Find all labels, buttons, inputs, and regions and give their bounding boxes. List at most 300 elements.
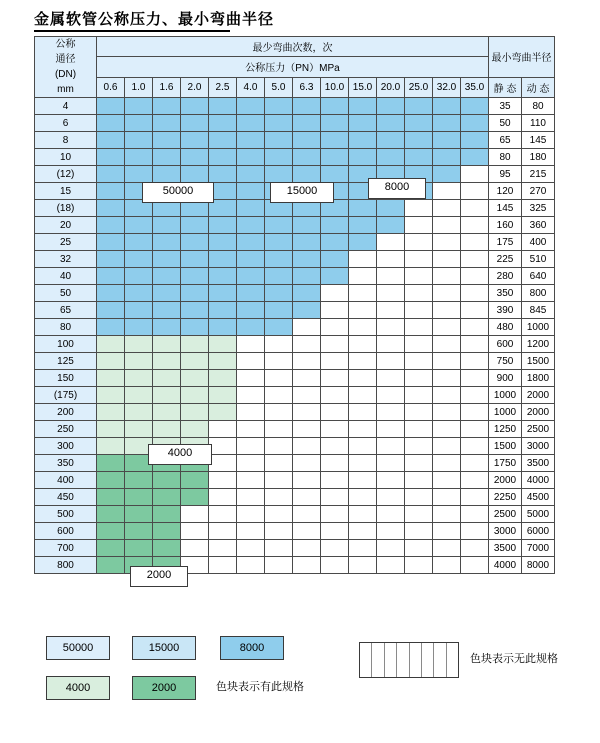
cell-pn	[349, 438, 377, 455]
header-pn-col: 20.0	[377, 77, 405, 97]
cell-pn	[153, 489, 181, 506]
table-row	[35, 523, 555, 540]
cell-pn	[125, 540, 153, 557]
cell-static-radius: 480	[489, 319, 522, 336]
cell-pn	[237, 98, 265, 115]
cell-pn	[377, 98, 405, 115]
cell-pn	[209, 387, 237, 404]
cell-pn	[405, 285, 433, 302]
cell-dynamic-radius: 180	[522, 149, 555, 166]
cell-pn	[237, 370, 265, 387]
cell-pn	[153, 472, 181, 489]
cell-pn	[237, 387, 265, 404]
cell-pn	[377, 506, 405, 523]
cell-pn	[433, 319, 461, 336]
cell-pn	[349, 115, 377, 132]
cell-pn	[181, 353, 209, 370]
cell-pn	[181, 98, 209, 115]
cell-pn	[321, 115, 349, 132]
cell-static-radius: 280	[489, 268, 522, 285]
cell-pn	[293, 557, 321, 574]
legend-item-8000: 8000	[220, 636, 284, 660]
cell-pn	[405, 234, 433, 251]
cell-pn	[181, 472, 209, 489]
cell-pn	[265, 557, 293, 574]
cell-pn	[405, 98, 433, 115]
header-pn-col: 15.0	[349, 77, 377, 97]
cell-dynamic-radius: 400	[522, 234, 555, 251]
cell-pn	[181, 285, 209, 302]
cell-pn	[461, 506, 489, 523]
cell-pn	[321, 251, 349, 268]
cell-pn	[349, 200, 377, 217]
cell-pn	[237, 319, 265, 336]
cell-pn	[153, 217, 181, 234]
cell-pn	[125, 319, 153, 336]
cell-pn	[321, 149, 349, 166]
cell-pn	[209, 149, 237, 166]
cell-pn	[237, 557, 265, 574]
cell-pn	[321, 285, 349, 302]
cell-pn	[97, 115, 125, 132]
cell-static-radius: 600	[489, 336, 522, 353]
cell-pn	[377, 353, 405, 370]
cell-pn	[433, 404, 461, 421]
cell-pn	[405, 251, 433, 268]
cell-pn	[97, 523, 125, 540]
cell-pn	[293, 540, 321, 557]
cell-pn	[97, 268, 125, 285]
cell-pn	[293, 166, 321, 183]
cell-pn	[293, 438, 321, 455]
cell-pn	[461, 557, 489, 574]
cell-pn	[349, 489, 377, 506]
cell-pn	[433, 370, 461, 387]
cell-pn	[433, 98, 461, 115]
cell-pn	[181, 132, 209, 149]
cell-pn	[461, 98, 489, 115]
header-pn: 公称压力（PN）MPa	[97, 57, 489, 77]
cell-pn	[153, 319, 181, 336]
legend-item-4000: 4000	[46, 676, 110, 700]
table-head	[35, 37, 555, 98]
header-bend-times: 最少弯曲次数，次	[97, 37, 489, 57]
cell-static-radius: 2000	[489, 472, 522, 489]
cell-pn	[349, 421, 377, 438]
cell-pn	[377, 268, 405, 285]
cell-pn	[405, 268, 433, 285]
cell-pn	[321, 353, 349, 370]
cell-pn	[321, 98, 349, 115]
cell-dynamic-radius: 2000	[522, 387, 555, 404]
cell-dynamic-radius: 80	[522, 98, 555, 115]
cell-dn: 700	[35, 540, 97, 557]
cell-pn	[433, 353, 461, 370]
cell-pn	[237, 166, 265, 183]
cell-static-radius: 2250	[489, 489, 522, 506]
cell-pn	[433, 387, 461, 404]
cell-static-radius: 1250	[489, 421, 522, 438]
cell-pn	[125, 115, 153, 132]
cell-pn	[97, 353, 125, 370]
cell-pn	[125, 302, 153, 319]
table-row	[35, 387, 555, 404]
cell-pn	[153, 387, 181, 404]
cell-pn	[265, 370, 293, 387]
table-row	[35, 472, 555, 489]
cell-pn	[377, 217, 405, 234]
cell-pn	[97, 132, 125, 149]
cell-pn	[321, 302, 349, 319]
cell-dynamic-radius: 3500	[522, 455, 555, 472]
cell-pn	[265, 251, 293, 268]
cell-pn	[293, 336, 321, 353]
cell-pn	[461, 285, 489, 302]
cell-pn	[461, 370, 489, 387]
cell-pn	[321, 421, 349, 438]
cell-pn	[377, 234, 405, 251]
cell-pn	[181, 166, 209, 183]
cell-pn	[377, 336, 405, 353]
cell-pn	[181, 115, 209, 132]
cell-pn	[293, 268, 321, 285]
cell-dynamic-radius: 3000	[522, 438, 555, 455]
cell-pn	[377, 489, 405, 506]
cell-pn	[461, 149, 489, 166]
cell-pn	[97, 319, 125, 336]
cell-pn	[237, 353, 265, 370]
cell-pn	[125, 251, 153, 268]
cell-pn	[181, 506, 209, 523]
cell-dn: 100	[35, 336, 97, 353]
cell-pn	[125, 387, 153, 404]
cell-pn	[265, 523, 293, 540]
cell-pn	[97, 166, 125, 183]
cell-dn: 8	[35, 132, 97, 149]
cell-pn	[181, 234, 209, 251]
cell-pn	[209, 557, 237, 574]
cell-pn	[125, 523, 153, 540]
cell-pn	[209, 166, 237, 183]
cell-pn	[97, 98, 125, 115]
cell-pn	[153, 234, 181, 251]
cell-pn	[433, 132, 461, 149]
cell-dynamic-radius: 6000	[522, 523, 555, 540]
header-row-2	[35, 57, 555, 77]
cell-static-radius: 145	[489, 200, 522, 217]
cell-pn	[433, 455, 461, 472]
cell-pn	[433, 523, 461, 540]
cell-pn	[433, 421, 461, 438]
header-pn-col: 5.0	[265, 77, 293, 97]
cell-pn	[461, 353, 489, 370]
cell-pn	[209, 285, 237, 302]
callout-50000: 50000	[142, 182, 214, 203]
cell-pn	[265, 336, 293, 353]
header-dn	[35, 37, 97, 98]
cell-pn	[237, 455, 265, 472]
cell-pn	[405, 404, 433, 421]
table-row	[35, 540, 555, 557]
cell-pn	[405, 472, 433, 489]
cell-static-radius: 225	[489, 251, 522, 268]
cell-pn	[181, 523, 209, 540]
cell-dn: 15	[35, 183, 97, 200]
cell-pn	[349, 557, 377, 574]
cell-pn	[461, 183, 489, 200]
cell-dn: 4	[35, 98, 97, 115]
cell-pn	[461, 489, 489, 506]
table-row	[35, 421, 555, 438]
header-row-1	[35, 37, 555, 57]
cell-pn	[405, 455, 433, 472]
cell-pn	[321, 523, 349, 540]
table-row	[35, 234, 555, 251]
cell-static-radius: 350	[489, 285, 522, 302]
cell-dynamic-radius: 1500	[522, 353, 555, 370]
cell-pn	[237, 217, 265, 234]
cell-pn	[461, 115, 489, 132]
cell-pn	[153, 251, 181, 268]
cell-pn	[405, 302, 433, 319]
cell-pn	[209, 472, 237, 489]
cell-pn	[433, 183, 461, 200]
cell-pn	[461, 336, 489, 353]
cell-pn	[265, 149, 293, 166]
cell-pn	[209, 268, 237, 285]
cell-pn	[97, 557, 125, 574]
cell-dn: 10	[35, 149, 97, 166]
cell-dn: 65	[35, 302, 97, 319]
cell-pn	[97, 234, 125, 251]
cell-dn: 6	[35, 115, 97, 132]
table-row	[35, 251, 555, 268]
cell-pn	[209, 370, 237, 387]
cell-pn	[97, 285, 125, 302]
cell-pn	[265, 98, 293, 115]
cell-pn	[321, 217, 349, 234]
cell-pn	[97, 370, 125, 387]
cell-pn	[237, 132, 265, 149]
cell-pn	[349, 404, 377, 421]
legend-item-15000: 15000	[132, 636, 196, 660]
cell-pn	[97, 404, 125, 421]
header-pn-col: 1.0	[125, 77, 153, 97]
header-radius: 最小弯曲半径	[489, 37, 555, 78]
cell-pn	[433, 217, 461, 234]
cell-pn	[181, 421, 209, 438]
cell-static-radius: 1000	[489, 404, 522, 421]
legend-note-color: 色块表示有此规格	[216, 681, 304, 693]
cell-dynamic-radius: 5000	[522, 506, 555, 523]
cell-pn	[97, 438, 125, 455]
cell-pn	[265, 353, 293, 370]
cell-pn	[237, 285, 265, 302]
cell-pn	[377, 421, 405, 438]
cell-pn	[461, 404, 489, 421]
cell-pn	[181, 370, 209, 387]
cell-pn	[125, 217, 153, 234]
table-row	[35, 404, 555, 421]
table-row	[35, 506, 555, 523]
cell-pn	[237, 149, 265, 166]
cell-pn	[405, 540, 433, 557]
cell-dynamic-radius: 845	[522, 302, 555, 319]
cell-pn	[265, 472, 293, 489]
cell-pn	[125, 234, 153, 251]
cell-pn	[377, 319, 405, 336]
cell-pn	[293, 506, 321, 523]
cell-pn	[349, 268, 377, 285]
table-row	[35, 268, 555, 285]
cell-pn	[293, 115, 321, 132]
cell-static-radius: 3000	[489, 523, 522, 540]
cell-pn	[97, 149, 125, 166]
cell-pn	[321, 472, 349, 489]
cell-dn: 25	[35, 234, 97, 251]
header-pn-col: 1.6	[153, 77, 181, 97]
cell-pn	[433, 557, 461, 574]
cell-pn	[265, 234, 293, 251]
cell-dynamic-radius: 4000	[522, 472, 555, 489]
cell-dn: 350	[35, 455, 97, 472]
cell-pn	[153, 98, 181, 115]
cell-pn	[209, 404, 237, 421]
cell-static-radius: 50	[489, 115, 522, 132]
cell-pn	[209, 132, 237, 149]
cell-dynamic-radius: 270	[522, 183, 555, 200]
cell-pn	[125, 98, 153, 115]
cell-pn	[181, 489, 209, 506]
cell-pn	[377, 557, 405, 574]
table-row	[35, 370, 555, 387]
cell-pn	[461, 234, 489, 251]
cell-pn	[97, 506, 125, 523]
table-row	[35, 149, 555, 166]
cell-pn	[209, 234, 237, 251]
cell-pn	[433, 506, 461, 523]
cell-pn	[153, 421, 181, 438]
cell-pn	[321, 438, 349, 455]
cell-pn	[153, 132, 181, 149]
legend-note-blank: 色块表示无此规格	[470, 653, 558, 665]
cell-pn	[153, 540, 181, 557]
cell-pn	[209, 523, 237, 540]
cell-dn: 200	[35, 404, 97, 421]
header-dn-line3: (DN)	[54, 69, 77, 80]
cell-pn	[237, 302, 265, 319]
cell-pn	[405, 115, 433, 132]
cell-pn	[125, 285, 153, 302]
cell-pn	[349, 540, 377, 557]
cell-dynamic-radius: 215	[522, 166, 555, 183]
table-row	[35, 489, 555, 506]
cell-pn	[153, 370, 181, 387]
cell-pn	[377, 472, 405, 489]
cell-pn	[433, 251, 461, 268]
cell-pn	[125, 166, 153, 183]
cell-dn: (18)	[35, 200, 97, 217]
header-pn-col: 10.0	[321, 77, 349, 97]
cell-pn	[125, 506, 153, 523]
cell-pn	[405, 217, 433, 234]
cell-pn	[237, 115, 265, 132]
header-dynamic: 动 态	[522, 77, 555, 97]
legend-item-50000: 50000	[46, 636, 110, 660]
cell-pn	[265, 438, 293, 455]
cell-pn	[349, 387, 377, 404]
header-dn-line2: 通径	[55, 54, 76, 65]
table-row	[35, 115, 555, 132]
cell-pn	[377, 523, 405, 540]
cell-pn	[405, 523, 433, 540]
cell-dn: 125	[35, 353, 97, 370]
cell-dynamic-radius: 4500	[522, 489, 555, 506]
cell-dn: 80	[35, 319, 97, 336]
cell-pn	[125, 370, 153, 387]
cell-pn	[293, 98, 321, 115]
cell-pn	[125, 149, 153, 166]
cell-pn	[237, 421, 265, 438]
cell-pn	[265, 166, 293, 183]
cell-dn: (12)	[35, 166, 97, 183]
cell-pn	[237, 183, 265, 200]
cell-static-radius: 1500	[489, 438, 522, 455]
cell-static-radius: 160	[489, 217, 522, 234]
cell-pn	[97, 387, 125, 404]
cell-pn	[125, 421, 153, 438]
cell-pn	[293, 302, 321, 319]
cell-pn	[461, 217, 489, 234]
cell-pn	[349, 234, 377, 251]
cell-pn	[293, 523, 321, 540]
cell-pn	[433, 149, 461, 166]
cell-pn	[433, 472, 461, 489]
cell-pn	[433, 285, 461, 302]
cell-pn	[153, 523, 181, 540]
header-pn-col: 2.0	[181, 77, 209, 97]
legend-blank-swatch	[359, 642, 459, 678]
cell-pn	[181, 302, 209, 319]
cell-pn	[321, 489, 349, 506]
cell-dynamic-radius: 2000	[522, 404, 555, 421]
cell-pn	[97, 540, 125, 557]
cell-pn	[433, 234, 461, 251]
cell-pn	[97, 421, 125, 438]
cell-pn	[153, 302, 181, 319]
cell-pn	[321, 370, 349, 387]
cell-static-radius: 35	[489, 98, 522, 115]
callout-15000: 15000	[270, 182, 334, 203]
cell-pn	[237, 404, 265, 421]
cell-pn	[293, 217, 321, 234]
cell-pn	[265, 268, 293, 285]
header-row-3	[35, 77, 555, 97]
cell-static-radius: 65	[489, 132, 522, 149]
table-row	[35, 438, 555, 455]
cell-pn	[97, 183, 125, 200]
cell-pn	[153, 285, 181, 302]
cell-pn	[405, 353, 433, 370]
cell-pn	[125, 336, 153, 353]
cell-pn	[237, 472, 265, 489]
cell-pn	[237, 251, 265, 268]
cell-pn	[125, 132, 153, 149]
cell-pn	[153, 404, 181, 421]
cell-pn	[433, 438, 461, 455]
cell-pn	[405, 370, 433, 387]
cell-pn	[433, 302, 461, 319]
